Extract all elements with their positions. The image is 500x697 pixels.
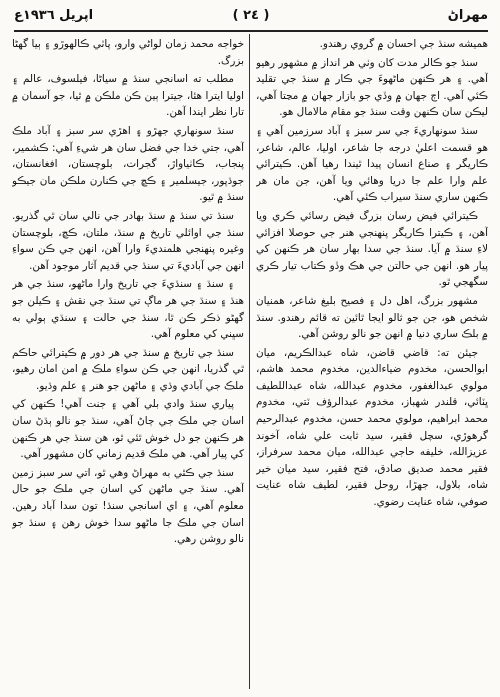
journal-title: مهراڻ xyxy=(447,8,488,23)
paragraph: ڪيترائي فيض رسان بزرگ فيض رسائي ڪري ويا آهن، ۽ ڪيترا ڪاريگر پنهنجي هنر جي حوصلا افزائي لاءِ سنڌ ۾ آيا. سنڌ جي سدا بهار سان هر ڪنهن کي پيار هو. انهن جي حالتن جي هڪ وڏو ڪتاب تيار ڪري سگهجي ٿو. xyxy=(256,209,488,289)
header-rule xyxy=(14,30,488,32)
paragraph: سنڌ سونهاريءَ جي سر سبز ۽ آباد سرزمين آهي ۽ هو قسمت اعليٰ درجه جا شاعر، اوليا، عالم، شاعر، ڪاريگر ۽ صناع انسان پيدا ٿيندا رهيا آهن. ڪيترائي علم وارا علم جا دريا وهائي ويا آهن، جن مان هر ڪنهن ساري سنڌ سيراب ڪئي آهي. xyxy=(256,124,488,204)
left-column xyxy=(12,36,244,689)
page-number: ( ٢٤ ) xyxy=(232,8,270,23)
page-header xyxy=(14,4,488,30)
paragraph: سنڌ جي ڪٿي به مهراڻ وهي ٿو، اتي سر سبز زمين آهي. سنڌ جي ماڻهن کي اسان جي ملڪ جو حال معلوم آهي، ۽ اي اسانجي سنڌ! تون سدا آباد رهين. اسان جي ملڪ جا ماڻهو سدا خوش رهن ۽ سنڌ جو نالو روشن رهي. xyxy=(12,466,244,546)
column-divider xyxy=(249,34,250,689)
paragraph: ۽ سنڌ ۽ سنڌيءَ جي تاريخ وارا ماڻهو، سنڌ جي هر هنڌ ۽ سنڌ جي هر ماڳ تي سنڌ جي نقش ۽ ڪيلن جو گهڻو ذڪر ڪن ٿا، سنڌ جي حالت ۽ سنڌي ٻولي به سڀني کي معلوم آهي. xyxy=(12,278,244,341)
paragraph: سنڌ سونهاري جهڙو ۽ اهڙي سر سبز ۽ آباد ملڪ آهي، جتي خدا جي فضل سان هر شيءِ آهي: ڪشمير، پنجاب، ڪاٺياواڙ، گجرات، بلوچستان، افغانستان، جوڌپور، جيسلمير ۽ ڪڇ جي ڪنارن ملڪن مان جيڪو سنڌ ۾ ٿيو. xyxy=(12,124,244,204)
issue-date: اپريل ١٩٣٦ع xyxy=(14,8,94,23)
paragraph: هميشه سنڌ جي احسان ۾ گروي رهندو. xyxy=(319,38,488,50)
paragraph: سنڌ تي سنڌ ۾ سنڌ بهادر جي نالي سان ٿي گذريو. سنڌ جي اوائلي تاريخ ۾ سنڌ، ملتان، ڪڇ، بلوچستان وغيره پنهنجي هلمنديءَ وارا آهن، انهن جي ڪن سواءِ انهن جي آباديءَ تي سنڌ جي قديم آثار موجود آهن. xyxy=(12,209,244,272)
right-column xyxy=(256,36,488,689)
paragraph: سنڌ جو ڪالر مدت کان وٺي هر انداز ۾ مشهور رهيو آهي. ۽ هر ڪنهن ماڻهوءَ جي ڪار ۾ سنڌ جي تقليد ڪئي آهي. اڄ جهان ۾ وڏي جو بازار جهان ۾ مڃتا آهي، ليڪن سان ڪنهن وقت سنڌ جو مقام مالامال هو. xyxy=(256,56,488,119)
paragraph: پياري سنڌ وادي بلي آهي ۽ جنت آهي! ڪنهن کي اسان جي ملڪ جي ڄاڻ آهي، سنڌ جو نالو ٻڌڻ سان هر ڪنهن جو دل خوش ٿئي ٿو، هن سنڌ جي هر ڪنهن کي پيار آهي. هي ملڪ قديم زماني کان مشهور آهي. xyxy=(12,398,244,461)
paragraph: جيئن ته: قاضي قاضن، شاه عبدالڪريم، ميان ابوالحسن، مخدوم ضياءالدين، مخدوم محمد هاشم، مولوي عبدالغفور، مخدوم عبدالله، شاه عبداللطيف ڀٽائي، قلندر شهباز، مخدوم عبدالرؤف ٽتي، مخدوم محمد ابراهيم، مولوي محمد حسن، مخدوم عبدالرحيم گرهوڙي، سچل فقير، سيد ثابت علي شاه، آخوند عزيزالله، خليفه حاجي عبدالله، ميان محمد سرفراز، فقير محمد صديق صادق، فتح فقير، سيد ميان خير شاه، بلاول، جهڙا، روحل فقير، لطيف شاه عنايت صوفي، شاه عنايت رضوي. xyxy=(256,346,488,509)
paragraph: سنڌ جي تاريخ ۾ سنڌ جي هر دور ۾ ڪيترائي حاڪم ٿي گذريا، انهن جي ڪن سواءِ ملڪ ۾ امن امان رهيو، ملڪ جي آبادي وڌي ۽ ماڻهن جو هنر ۽ علم وڌيو. xyxy=(12,346,244,392)
paragraph: مطلب ته اسانجي سنڌ ۾ سياڻا، فيلسوف، عالم ۽ اوليا ايترا هئا، جيترا ٻين ڪن ملڪن ۾ ٿيا، جو آسمان ۾ تارا نظر ايندا آهن. xyxy=(12,73,244,119)
paragraph: خواجه محمد زمان لواڻي وارو، پاٽي ڪالهوڙو ۽ ٻيا گهڻا بزرگ. xyxy=(12,38,244,67)
paragraph: مشهور بزرگ، اهل دل ۽ فصيح بليغ شاعر، همنيان شخص هو، جن جو ثالو ايجا ٿائين ته قائم رهندو. سنڌ ۾ بلڪ ساري دنيا ۾ انهن جو نالو روشن آهي. xyxy=(256,294,488,341)
